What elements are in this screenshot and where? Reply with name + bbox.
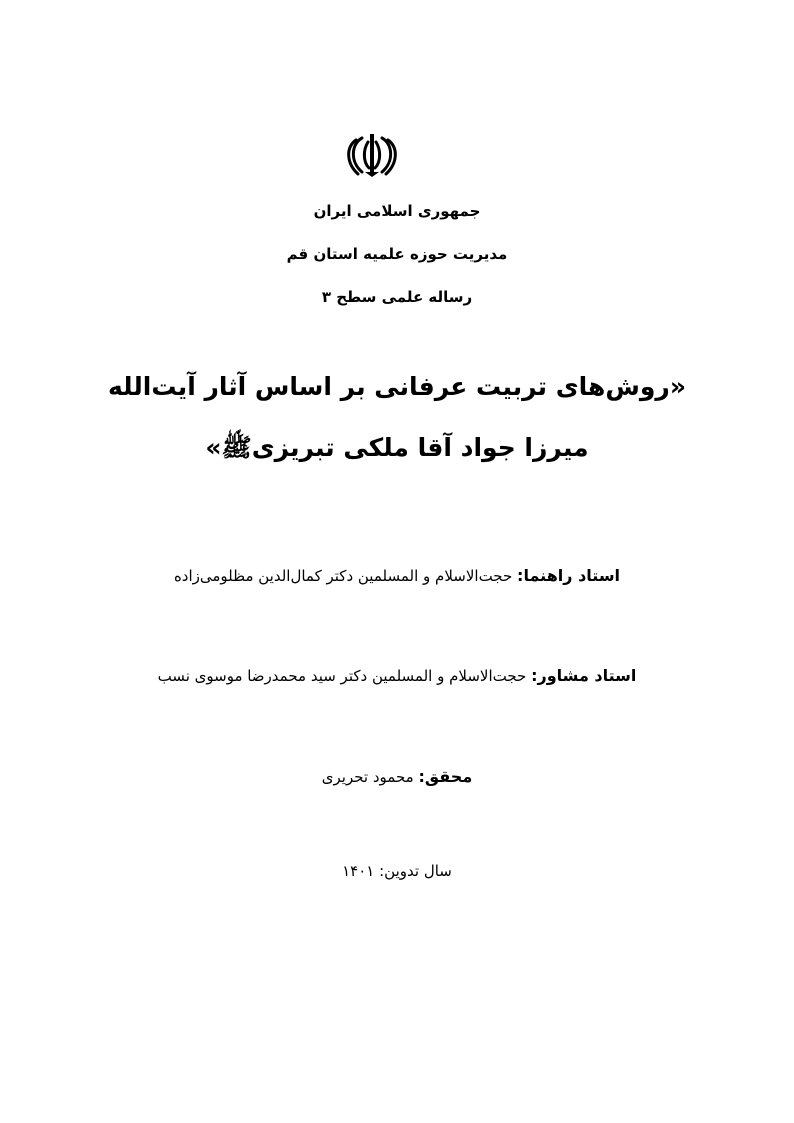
- seminary-management: مدیریت حوزه علمیه استان قم: [286, 245, 508, 263]
- advisor-label: استاد مشاور:: [531, 666, 637, 685]
- iran-emblem-icon: [347, 132, 397, 178]
- country-name: جمهوری اسلامی ایران: [313, 202, 481, 220]
- supervisor-line: [0, 566, 794, 585]
- title-line-2: میرزا جواد آقا ملکی تبریزیﷺ»: [205, 433, 589, 462]
- researcher-name: محمود تحریری: [321, 768, 414, 786]
- compilation-year: سال تدوین: ۱۴۰۱: [342, 862, 452, 880]
- advisor-name: حجت‌الاسلام و المسلمین دکتر سید محمدرضا موسوی نسب: [157, 667, 527, 685]
- advisor-line: [0, 666, 794, 685]
- supervisor-label: استاد راهنما:: [517, 566, 621, 585]
- researcher-label: محقق:: [418, 767, 473, 786]
- researcher-line: [0, 767, 794, 786]
- thesis-level: رساله علمی سطح ۳: [321, 288, 473, 306]
- supervisor-name: حجت‌الاسلام و المسلمین دکتر کمال‌الدین مظلومی‌زاده: [173, 567, 513, 585]
- title-line-1: «روش‌های تربیت عرفانی بر اساس آثار آیت‌الله: [108, 372, 686, 401]
